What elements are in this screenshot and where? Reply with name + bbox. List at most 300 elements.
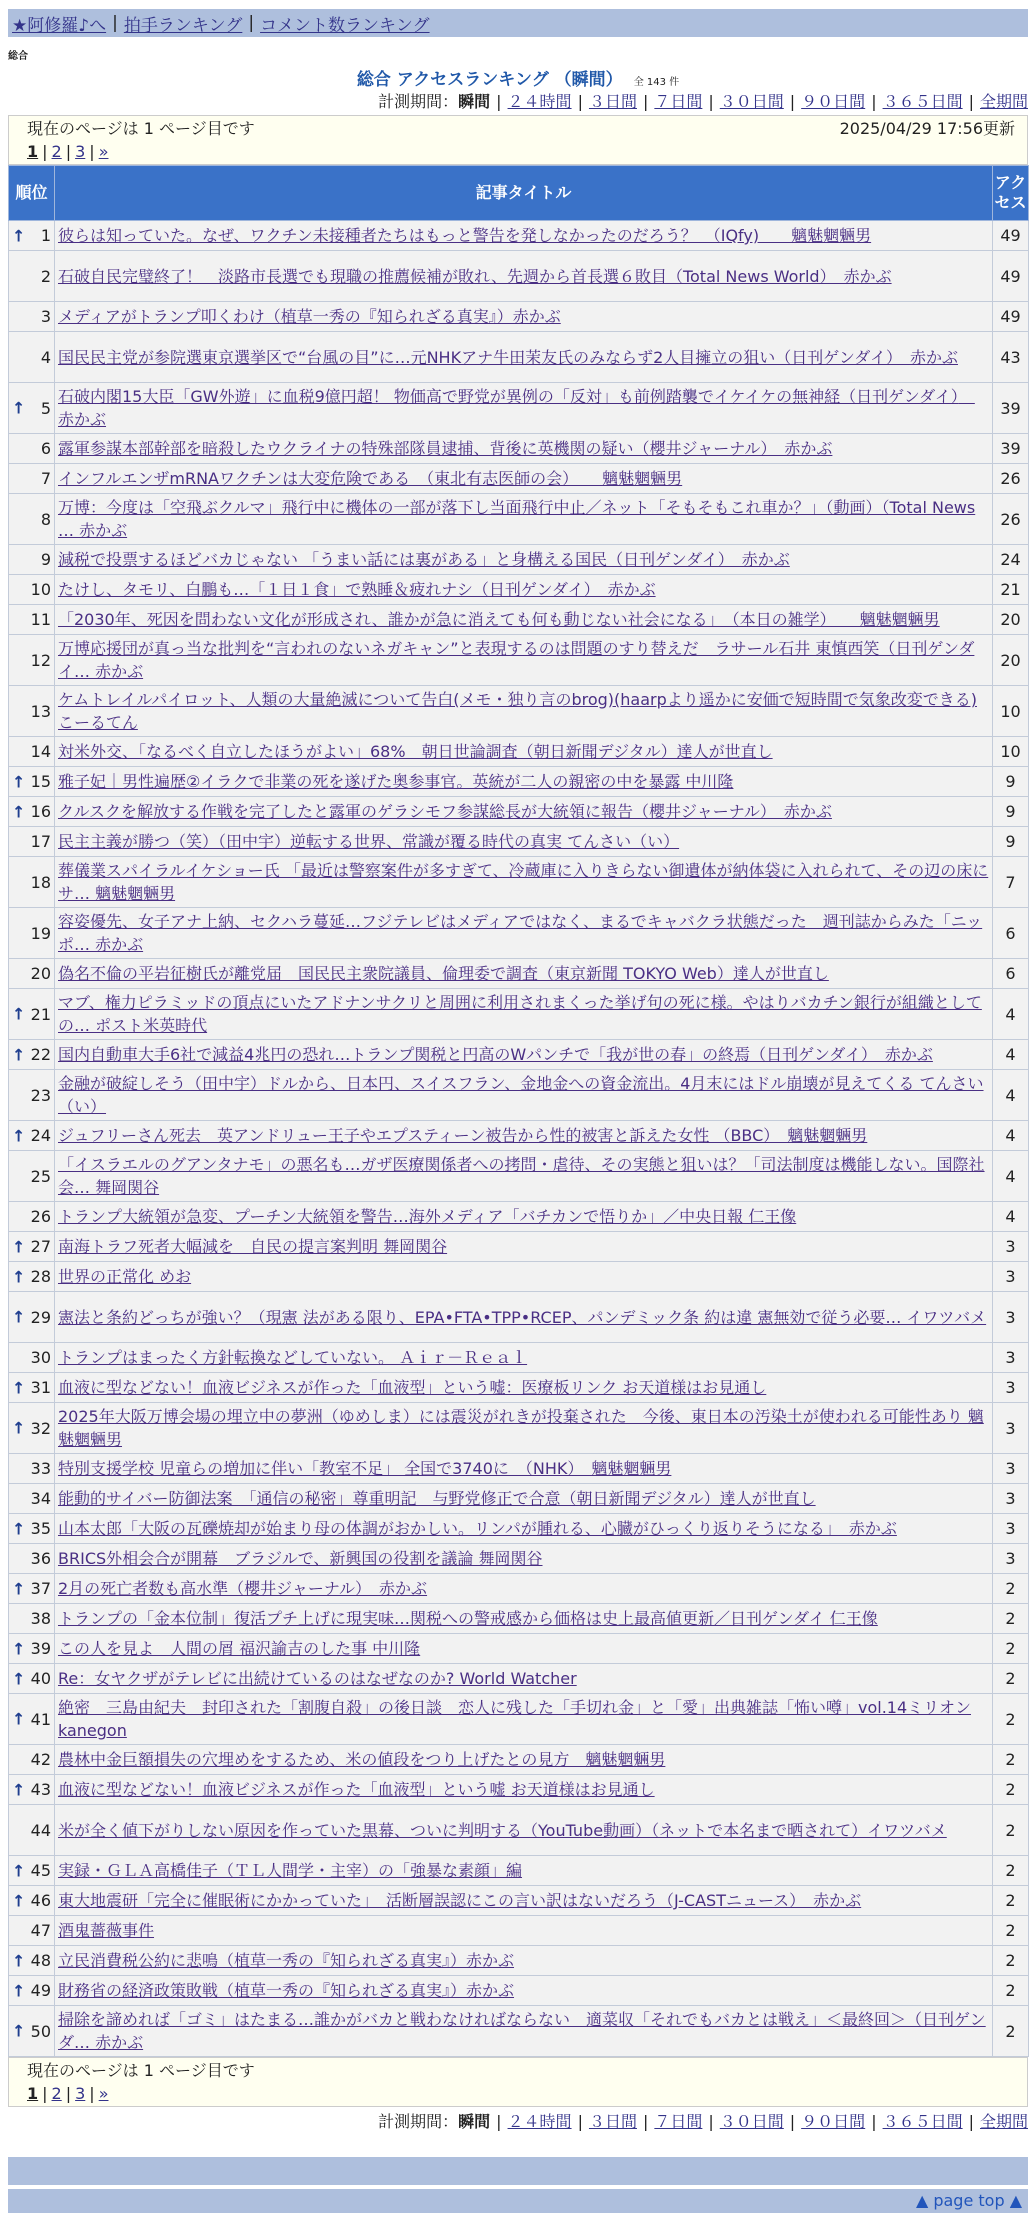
rank-number: 41 [30,1709,51,1729]
access-count: 21 [993,575,1029,605]
article-title-link[interactable]: 財務省の経済政策敗戦（植草一秀の『知られざる真実』）赤かぶ [58,1981,515,2000]
article-title-link[interactable]: メディアがトランプ叩くわけ（植草一秀の『知られざる真実』）赤かぶ [58,307,561,326]
rank-up-arrow-icon: ↑ [12,226,26,245]
access-count: 2 [993,2006,1029,2057]
title-cell [55,737,993,767]
rank-number: 48 [30,1951,51,1970]
period-separator: | [642,2112,649,2131]
rank-number: 10 [30,580,51,599]
title-cell [55,1775,993,1805]
access-count: 4 [993,1040,1029,1070]
access-count: 2 [993,1886,1029,1916]
rank-up-arrow-icon: ↑ [12,1237,26,1256]
article-title-link[interactable]: 東大地震研「完全に催眠術にかかっていた」 活断層誤認にこの言い訳はないだろう（J-CASTニュース） 赤かぶ [58,1891,862,1910]
article-title-link[interactable]: 血液に型などない！血液ビジネスが作った「血液型」という嘘：医療板リンク お天道様はお見通し [58,1378,767,1397]
page-top-link[interactable]: ▲ page top ▲ [915,2191,1022,2210]
article-title-link[interactable]: 絶密 三島由紀夫 封印された「割腹自殺」の後日談 恋人に残した「手切れ金」と「愛」出典雑誌「怖い噂」vol.14ミリオン kanegon [58,1698,971,1740]
rank-number: 6 [40,439,51,458]
pager-separator: | [65,2084,72,2103]
table-row [9,1886,1029,1916]
title-cell [55,221,993,251]
period-option-link[interactable]: ９０日間 [801,2112,866,2131]
rank-number: 42 [30,1750,51,1769]
rank-cell [9,1121,55,1151]
period-separator: | [708,92,714,111]
rank-cell [9,686,55,737]
rank-cell [9,1403,55,1454]
period-option-link[interactable]: ７日間 [654,2112,703,2131]
rank-number: 18 [30,872,51,892]
table-row [9,383,1029,434]
rank-number: 27 [30,1237,51,1256]
period-label: 計測期間： [378,2112,459,2131]
access-count: 2 [993,1745,1029,1775]
table-row [9,1070,1029,1121]
article-title-link[interactable]: 露軍参謀本部幹部を暗殺したウクライナの特殊部隊員逮捕、背後に英機関の疑い（櫻井ジャーナル） 赤かぶ [58,439,833,458]
table-row [9,494,1029,545]
period-selector-top [8,89,1028,115]
rank-cell [9,1292,55,1343]
title-cell [55,686,993,737]
table-row [9,1745,1029,1775]
access-count: 4 [993,1202,1029,1232]
rank-number: 43 [30,1780,51,1799]
title-cell [55,959,993,989]
title-cell [55,605,993,635]
access-count: 2 [993,1604,1029,1634]
article-title-link[interactable]: 国民民主党が参院選東京選挙区で“台風の目”に…元NHKアナ牛田茉友氏のみならず2人目擁立の狙い（日刊ゲンダイ） 赤かぶ [58,347,958,367]
article-title-link[interactable]: 減税で投票するほどバカじゃない 「うまい話には裏がある」と身構える国民（日刊ゲンダイ） 赤かぶ [58,550,790,569]
rank-number: 35 [30,1519,51,1538]
article-title-link[interactable]: 石破自民完璧終了！ 淡路市長選でも現職の推薦候補が敗れ、先週から首長選６敗目（Total News World） 赤かぶ [58,266,892,286]
home-link[interactable]: ★阿修羅♪へ [12,15,107,36]
rank-number: 15 [30,772,51,791]
period-option-link[interactable]: 全期間 [979,92,1028,111]
article-title-link[interactable]: 対米外交、「なるべく自立したほうがよい」68% 朝日世論調査（朝日新聞デジタル）達人が世直し [58,742,773,761]
rank-up-arrow-icon: ↑ [12,1378,26,1397]
table-row [9,464,1029,494]
period-option-link[interactable]: 全期間 [979,2112,1028,2131]
article-title-link[interactable]: 山本太郎「大阪の瓦礫焼却が始まり母の体調がおかしい。リンパが腫れる、心臓がひっくり返りそうになる」 赤かぶ [58,1519,897,1538]
rank-cell [9,767,55,797]
article-title-link[interactable]: クルスクを解放する作戦を完了したと露軍のゲラシモフ参謀総長が大統領に報告（櫻井ジャーナル） 赤かぶ [58,802,832,821]
article-title-link[interactable]: マブ、権力ピラミッドの頂点にいたアドナンサクリと周囲に利用されまくった挙げ句の死に様。やはりバカチン銀行が組織としての… ポスト米英時代 [58,993,982,1035]
pager-separator: | [65,142,72,161]
access-count: 3 [993,1292,1029,1343]
article-title-link[interactable]: 葬儀業スパイラルイケショー氏 「最近は警察案件が多すぎて、冷蔵庫に入りきらない御遺体が納体袋に入れられて、その辺の床にサ… 魑魅魍魎男 [58,861,989,903]
table-row [9,1343,1029,1373]
access-column-header: アクセス [993,166,1029,221]
article-title-link[interactable]: 米が全く値下がりしない原因を作っていた黒幕、ついに判明する（YouTube動画）（ネットで本名まで晒されて）イワツバメ [58,1820,947,1840]
article-title-link[interactable]: たけし、タモリ、白鵬も…「１日１食」で熟睡＆疲れナシ（日刊ゲンダイ） 赤かぶ [58,580,656,599]
period-separator: | [577,2112,583,2131]
rank-cell [9,1373,55,1403]
period-option-link[interactable]: ９０日間 [801,92,866,111]
access-count: 2 [993,1574,1029,1604]
rank-cell [9,1634,55,1664]
period-option-link[interactable]: ３日間 [588,2112,637,2131]
article-title-link[interactable]: 2025年大阪万博会場の埋立中の夢洲（ゆめしま）には震災がれきが投棄された 今後、東日本の汚染土が使われる可能性あり 魑魅魍魎男 [58,1407,984,1449]
rank-number: 36 [30,1549,51,1568]
article-title-link[interactable]: 石破内閣15大臣「GW外遊」に血税9億円超！ 物価高で野党が異例の「反対」も前例踏襲でイケイケの無神経（日刊ゲンダイ） 赤かぶ [58,387,975,429]
period-current: 瞬間 [458,2112,491,2131]
rank-number: 50 [30,2021,51,2041]
article-title-link[interactable]: 血液に型などない！血液ビジネスが作った「血液型」という嘘 お天道様はお見通し [58,1780,655,1799]
table-row [9,1151,1029,1202]
access-count: 3 [993,1262,1029,1292]
table-row [9,1454,1029,1484]
item-count: 全 143 件 [633,77,680,88]
table-row [9,2006,1029,2057]
article-title-link[interactable]: 実録・ＧＬＡ高橋佳子（ＴＬ人間学・主宰）の「強暴な素顔」編 [58,1861,523,1880]
rank-cell [9,1886,55,1916]
table-row [9,908,1029,959]
page-link[interactable]: 2 [51,142,62,161]
access-count: 3 [993,1544,1029,1574]
article-title-link[interactable]: インフルエンザmRNAワクチンは大変危険である （東北有志医師の会） 魑魅魍魎男 [58,469,683,488]
title-cell [55,1745,993,1775]
title-cell [55,1946,993,1976]
page-top-bar [8,2189,1028,2213]
article-title-link[interactable]: トランプの「金本位制」復活プチ上げに現実味…関税への警戒感から価格は史上最高値更新／日刊ゲンダイ 仁王像 [58,1609,878,1628]
rank-cell [9,1544,55,1574]
rank-number: 8 [40,509,51,529]
title-cell [55,332,993,383]
rank-cell [9,1805,55,1856]
article-title-link[interactable]: トランプ大統領が急変、プーチン大統領を警告…海外メディア「バチカンで悟りか」／中央日報 仁王像 [58,1207,797,1226]
article-title-link[interactable]: 「2030年、死因を問わない文化が形成され、誰かが急に消えても何も動じない社会になる」 （本日の雑学） 魑魅魍魎男 [58,610,940,629]
article-title-link[interactable]: 2月の死亡者数も高水準（櫻井ジャーナル） 赤かぶ [58,1579,428,1598]
rank-number: 46 [30,1891,51,1910]
rank-up-arrow-icon: ↑ [12,1981,26,2000]
title-cell [55,1604,993,1634]
access-count: 9 [993,767,1029,797]
rank-up-arrow-icon: ↑ [12,1709,26,1729]
rank-cell [9,383,55,434]
table-row [9,1694,1029,1745]
rank-cell [9,575,55,605]
article-title-link[interactable]: 能動的サイバー防御法案 「通信の秘密」尊重明記 与野党修正で合意（朝日新聞デジタル）達人が世直し [58,1489,816,1508]
rank-up-arrow-icon: ↑ [12,1861,26,1880]
rank-up-arrow-icon: ↑ [12,772,26,791]
rank-cell [9,1202,55,1232]
table-row [9,434,1029,464]
pager-bottom [8,2057,1028,2107]
title-cell [55,1262,993,1292]
period-separator: | [871,92,877,111]
rank-cell [9,827,55,857]
article-title-link[interactable]: Re：女ヤクザがテレビに出続けているのはなぜなのか? World Watcher [58,1669,577,1688]
category-label: 総合 [8,51,28,62]
access-count: 2 [993,1946,1029,1976]
title-cell [55,464,993,494]
access-count: 3 [993,1232,1029,1262]
page-link[interactable]: » [98,142,109,161]
rank-number: 29 [30,1307,51,1327]
period-separator: | [968,2112,974,2131]
table-row [9,1634,1029,1664]
page [8,9,1028,2213]
period-option-link[interactable]: ２４時間 [507,2112,572,2131]
access-count: 20 [993,635,1029,686]
rank-number: 30 [30,1348,51,1367]
article-title-link[interactable]: 掃除を諦めれば「ゴミ」はたまる…誰かがバカと戦わなければならない 適菜収「それでもバカとは戦え」＜最終回＞（日刊ゲンダ… 赤かぶ [58,2010,986,2052]
table-row [9,251,1029,302]
rank-cell [9,545,55,575]
period-selector-bottom [8,2109,1028,2135]
rank-up-arrow-icon: ↑ [12,1126,26,1145]
period-option-link[interactable]: ３６５日間 [882,2112,963,2131]
period-separator: | [968,92,974,111]
rank-number: 9 [40,550,51,569]
comment-ranking-link[interactable]: コメント数ランキング [260,15,430,36]
rank-number: 20 [30,964,51,983]
access-count: 2 [993,1976,1029,2006]
rank-number: 22 [30,1045,51,1064]
article-title-link[interactable]: BRICS外相会合が開幕 ブラジルで、新興国の役割を議論 舞岡関谷 [58,1549,543,1568]
article-title-link[interactable]: 容姿優先、女子アナ上納、セクハラ蔓延…フジテレビはメディアではなく、まるでキャバクラ状態だった 週刊誌からみた「ニッポ… 赤かぶ [58,912,983,954]
pager-separator: | [42,2084,48,2103]
pager-links [27,140,1015,164]
period-separator: | [789,2112,796,2131]
title-cell [55,827,993,857]
pager-status-line [27,2060,1015,2082]
title-cell [55,1664,993,1694]
rank-number: 11 [30,610,51,629]
current-page-number: 1 [27,142,39,161]
title-cell [55,1916,993,1946]
rank-cell [9,302,55,332]
article-title-link[interactable]: ケムトレイルパイロット、人類の大量絶滅について告白(メモ・独り言のbrog)(haarpより遥かに安価で短時間で気象改変できる) こーるてん [58,690,977,732]
access-count: 26 [993,494,1029,545]
period-separator: | [642,92,649,111]
rank-number: 3 [40,307,51,326]
current-page-status: 現在のページは 1 ページ目です [27,2061,255,2080]
article-title-link[interactable]: 雅子妃｜男性遍歴②イラクで非業の死を遂げた奥参事官。英統が二人の親密の中を暴露 中川隆 [58,772,734,791]
table-row [9,1373,1029,1403]
period-option-link[interactable]: ３０日間 [719,2112,784,2131]
title-cell [55,1202,993,1232]
rank-cell [9,737,55,767]
article-title-link[interactable]: 特別支援学校 児童らの増加に伴い「教室不足」 全国で3740に （NHK） 魑魅魍魎男 [58,1459,672,1478]
pager-links [27,2082,1015,2106]
rank-up-arrow-icon: ↑ [12,1891,26,1910]
title-cell [55,1805,993,1856]
rank-number: 2 [40,266,51,286]
access-count: 20 [993,605,1029,635]
title-cell [55,1121,993,1151]
page-link[interactable]: » [98,2084,109,2103]
table-row [9,1403,1029,1454]
page-link[interactable]: 3 [75,2084,86,2103]
access-count: 39 [993,434,1029,464]
ranking-heading [8,65,1028,89]
current-page-status: 現在のページは 1 ページ目です [27,119,255,138]
rank-number: 4 [40,347,51,367]
title-cell [55,494,993,545]
access-count: 4 [993,1121,1029,1151]
title-cell [55,1040,993,1070]
rank-up-arrow-icon: ↑ [12,1780,26,1799]
article-title-link[interactable]: 民主主義が勝つ（笑）（田中宇）逆転する世界、常識が覆る時代の真実 てんさい（い） [58,832,680,851]
rank-cell [9,857,55,908]
article-title-link[interactable]: 偽名不倫の平岩征樹氏が離党届 国民民主衆院議員、倫理委で調査（東京新聞 TOKYO Web）達人が世直し [58,964,829,983]
article-title-link[interactable]: 「イスラエルのグアンタナモ」の悪名も…ガザ医療関係者への拷問・虐待、その実態と狙いは？「司法制度は機能しない。国際社会… 舞岡関谷 [58,1155,985,1197]
period-separator: | [708,2112,714,2131]
article-title-link[interactable]: 南海トラフ死者大幅減を 自民の提言案判明 舞岡関谷 [58,1237,448,1256]
access-count: 2 [993,1805,1029,1856]
rank-up-arrow-icon: ↑ [12,1307,26,1327]
period-option-link[interactable]: ２４時間 [507,92,572,111]
rank-cell [9,464,55,494]
access-count: 2 [993,1916,1029,1946]
rank-cell [9,1232,55,1262]
access-count: 3 [993,1373,1029,1403]
article-title-link[interactable]: 国内自動車大手6社で減益4兆円の恐れ…トランプ関税と円高のWパンチで「我が世の春」の終焉（日刊ゲンダイ） 赤かぶ [58,1045,933,1064]
article-title-link[interactable]: ジュフリーさん死去 英アンドリュー王子やエプスティーン被告から性的被害と訴えた女性 （BBC） 魑魅魍魎男 [58,1126,868,1145]
rank-number: 21 [30,1004,51,1024]
title-cell [55,1856,993,1886]
title-cell [55,1343,993,1373]
access-count: 9 [993,797,1029,827]
article-title-link[interactable]: 彼らは知っていた。なぜ、ワクチン未接種者たちはもっと警告を発しなかったのだろう？ （IQfy) 魑魅魍魎男 [58,226,872,245]
rank-cell [9,797,55,827]
table-row [9,1775,1029,1805]
title-cell [55,1694,993,1745]
access-count: 6 [993,959,1029,989]
rank-cell [9,1775,55,1805]
table-row [9,827,1029,857]
period-option-link[interactable]: ７日間 [654,92,703,111]
title-cell [55,383,993,434]
rank-up-arrow-icon: ↑ [12,1669,26,1688]
rank-cell [9,1040,55,1070]
rank-number: 33 [30,1459,51,1478]
title-cell [55,1484,993,1514]
title-cell [55,908,993,959]
period-separator: | [871,2112,877,2131]
rank-cell [9,494,55,545]
article-title-link[interactable]: 世界の正常化 めお [58,1267,192,1286]
title-cell [55,575,993,605]
title-cell [55,1976,993,2006]
access-count: 2 [993,1694,1029,1745]
title-cell [55,302,993,332]
access-count: 2 [993,1634,1029,1664]
table-row [9,1514,1029,1544]
table-row [9,1040,1029,1070]
rank-cell [9,1916,55,1946]
pager-status-line [27,118,1015,140]
rank-cell [9,1514,55,1544]
rank-cell [9,1484,55,1514]
access-count: 4 [993,1070,1029,1121]
table-row [9,797,1029,827]
pager-top [8,115,1028,165]
rank-cell [9,1946,55,1976]
article-title-link[interactable]: 農林中金巨額損失の穴埋めをするため、米の値段をつり上げたとの見方 魑魅魍魎男 [58,1750,666,1769]
nav-separator: | [248,13,255,33]
rank-number: 25 [30,1166,51,1186]
pager-separator: | [42,142,48,161]
article-title-link[interactable]: 立民消費税公約に悲鳴（植草一秀の『知られざる真実』）赤かぶ [58,1951,515,1970]
period-current: 瞬間 [458,92,491,111]
rank-cell [9,2006,55,2057]
period-option-link[interactable]: ３日間 [588,92,637,111]
rank-number: 40 [30,1669,51,1688]
period-option-link[interactable]: ３０日間 [719,92,784,111]
table-row [9,1202,1029,1232]
table-row [9,686,1029,737]
page-link[interactable]: 3 [75,142,86,161]
table-row [9,575,1029,605]
title-cell [55,989,993,1040]
rank-number: 44 [30,1820,51,1840]
table-row [9,635,1029,686]
table-row [9,1946,1029,1976]
article-title-link[interactable]: 万博応援団が真っ当な批判を“言われのないネガキャン”と表現するのは問題のすり替えだ ラサール石井 東慎西笑（日刊ゲンダイ… 赤かぶ [58,639,975,681]
rank-number: 14 [30,742,51,761]
table-row [9,1664,1029,1694]
access-count: 3 [993,1484,1029,1514]
article-title-link[interactable]: 万博：今度は「空飛ぶクルマ」飛行中に機体の一部が落下し当面飛行中止／ネット「そもそもこれ車か？」（動画）（Total News … 赤かぶ [58,498,976,540]
article-title-link[interactable]: トランプはまったく方針転換などしていない。 Ａｉｒ－Ｒｅａｌ [58,1348,528,1367]
rank-number: 32 [30,1418,51,1438]
access-count: 7 [993,857,1029,908]
access-count: 3 [993,1343,1029,1373]
article-title-link[interactable]: この人を見よ 人間の屑 福沢諭吉のした事 中川隆 [58,1639,421,1658]
rank-up-arrow-icon: ↑ [12,1639,26,1658]
table-row [9,605,1029,635]
rank-number: 7 [40,469,51,488]
title-cell [55,635,993,686]
period-option-link[interactable]: ３６５日間 [882,92,963,111]
rank-number: 39 [30,1639,51,1658]
title-cell [55,2006,993,2057]
rank-cell [9,1151,55,1202]
title-cell [55,1232,993,1262]
rank-cell [9,908,55,959]
table-row [9,767,1029,797]
access-count: 6 [993,908,1029,959]
table-row [9,1604,1029,1634]
period-separator: | [577,92,583,111]
title-cell [55,857,993,908]
rank-up-arrow-icon: ↑ [12,2021,26,2041]
current-page-number: 1 [27,2084,39,2103]
clap-ranking-link[interactable]: 拍手ランキング [123,15,243,36]
access-count: 49 [993,251,1029,302]
table-row [9,1916,1029,1946]
page-link[interactable]: 2 [51,2084,62,2103]
rank-cell [9,635,55,686]
title-cell [55,767,993,797]
rank-cell [9,1262,55,1292]
rank-cell [9,1694,55,1745]
rank-cell [9,1745,55,1775]
article-title-link[interactable]: 酒鬼薔薇事件 [58,1921,155,1940]
title-cell [55,1373,993,1403]
page-title: 総合 アクセスランキング （瞬間） [356,70,623,90]
rank-cell [9,605,55,635]
rank-number: 12 [30,650,51,670]
article-title-link[interactable]: 憲法と条約どっちが強い？（現憲 法がある限り、EPA•FTA•TPP•RCEP、パンデミック条 約は違 憲無効で従う必要… イワツバメ [58,1307,987,1327]
rank-number: 1 [40,226,51,245]
rank-cell [9,1664,55,1694]
title-cell [55,1886,993,1916]
title-cell [55,1514,993,1544]
article-title-link[interactable]: 金融が破綻しそう（田中宇）ドルから、日本円、スイスフラン、金地金への資金流出。4月末にはドル崩壊が見えてくる てんさい（い） [58,1074,984,1116]
